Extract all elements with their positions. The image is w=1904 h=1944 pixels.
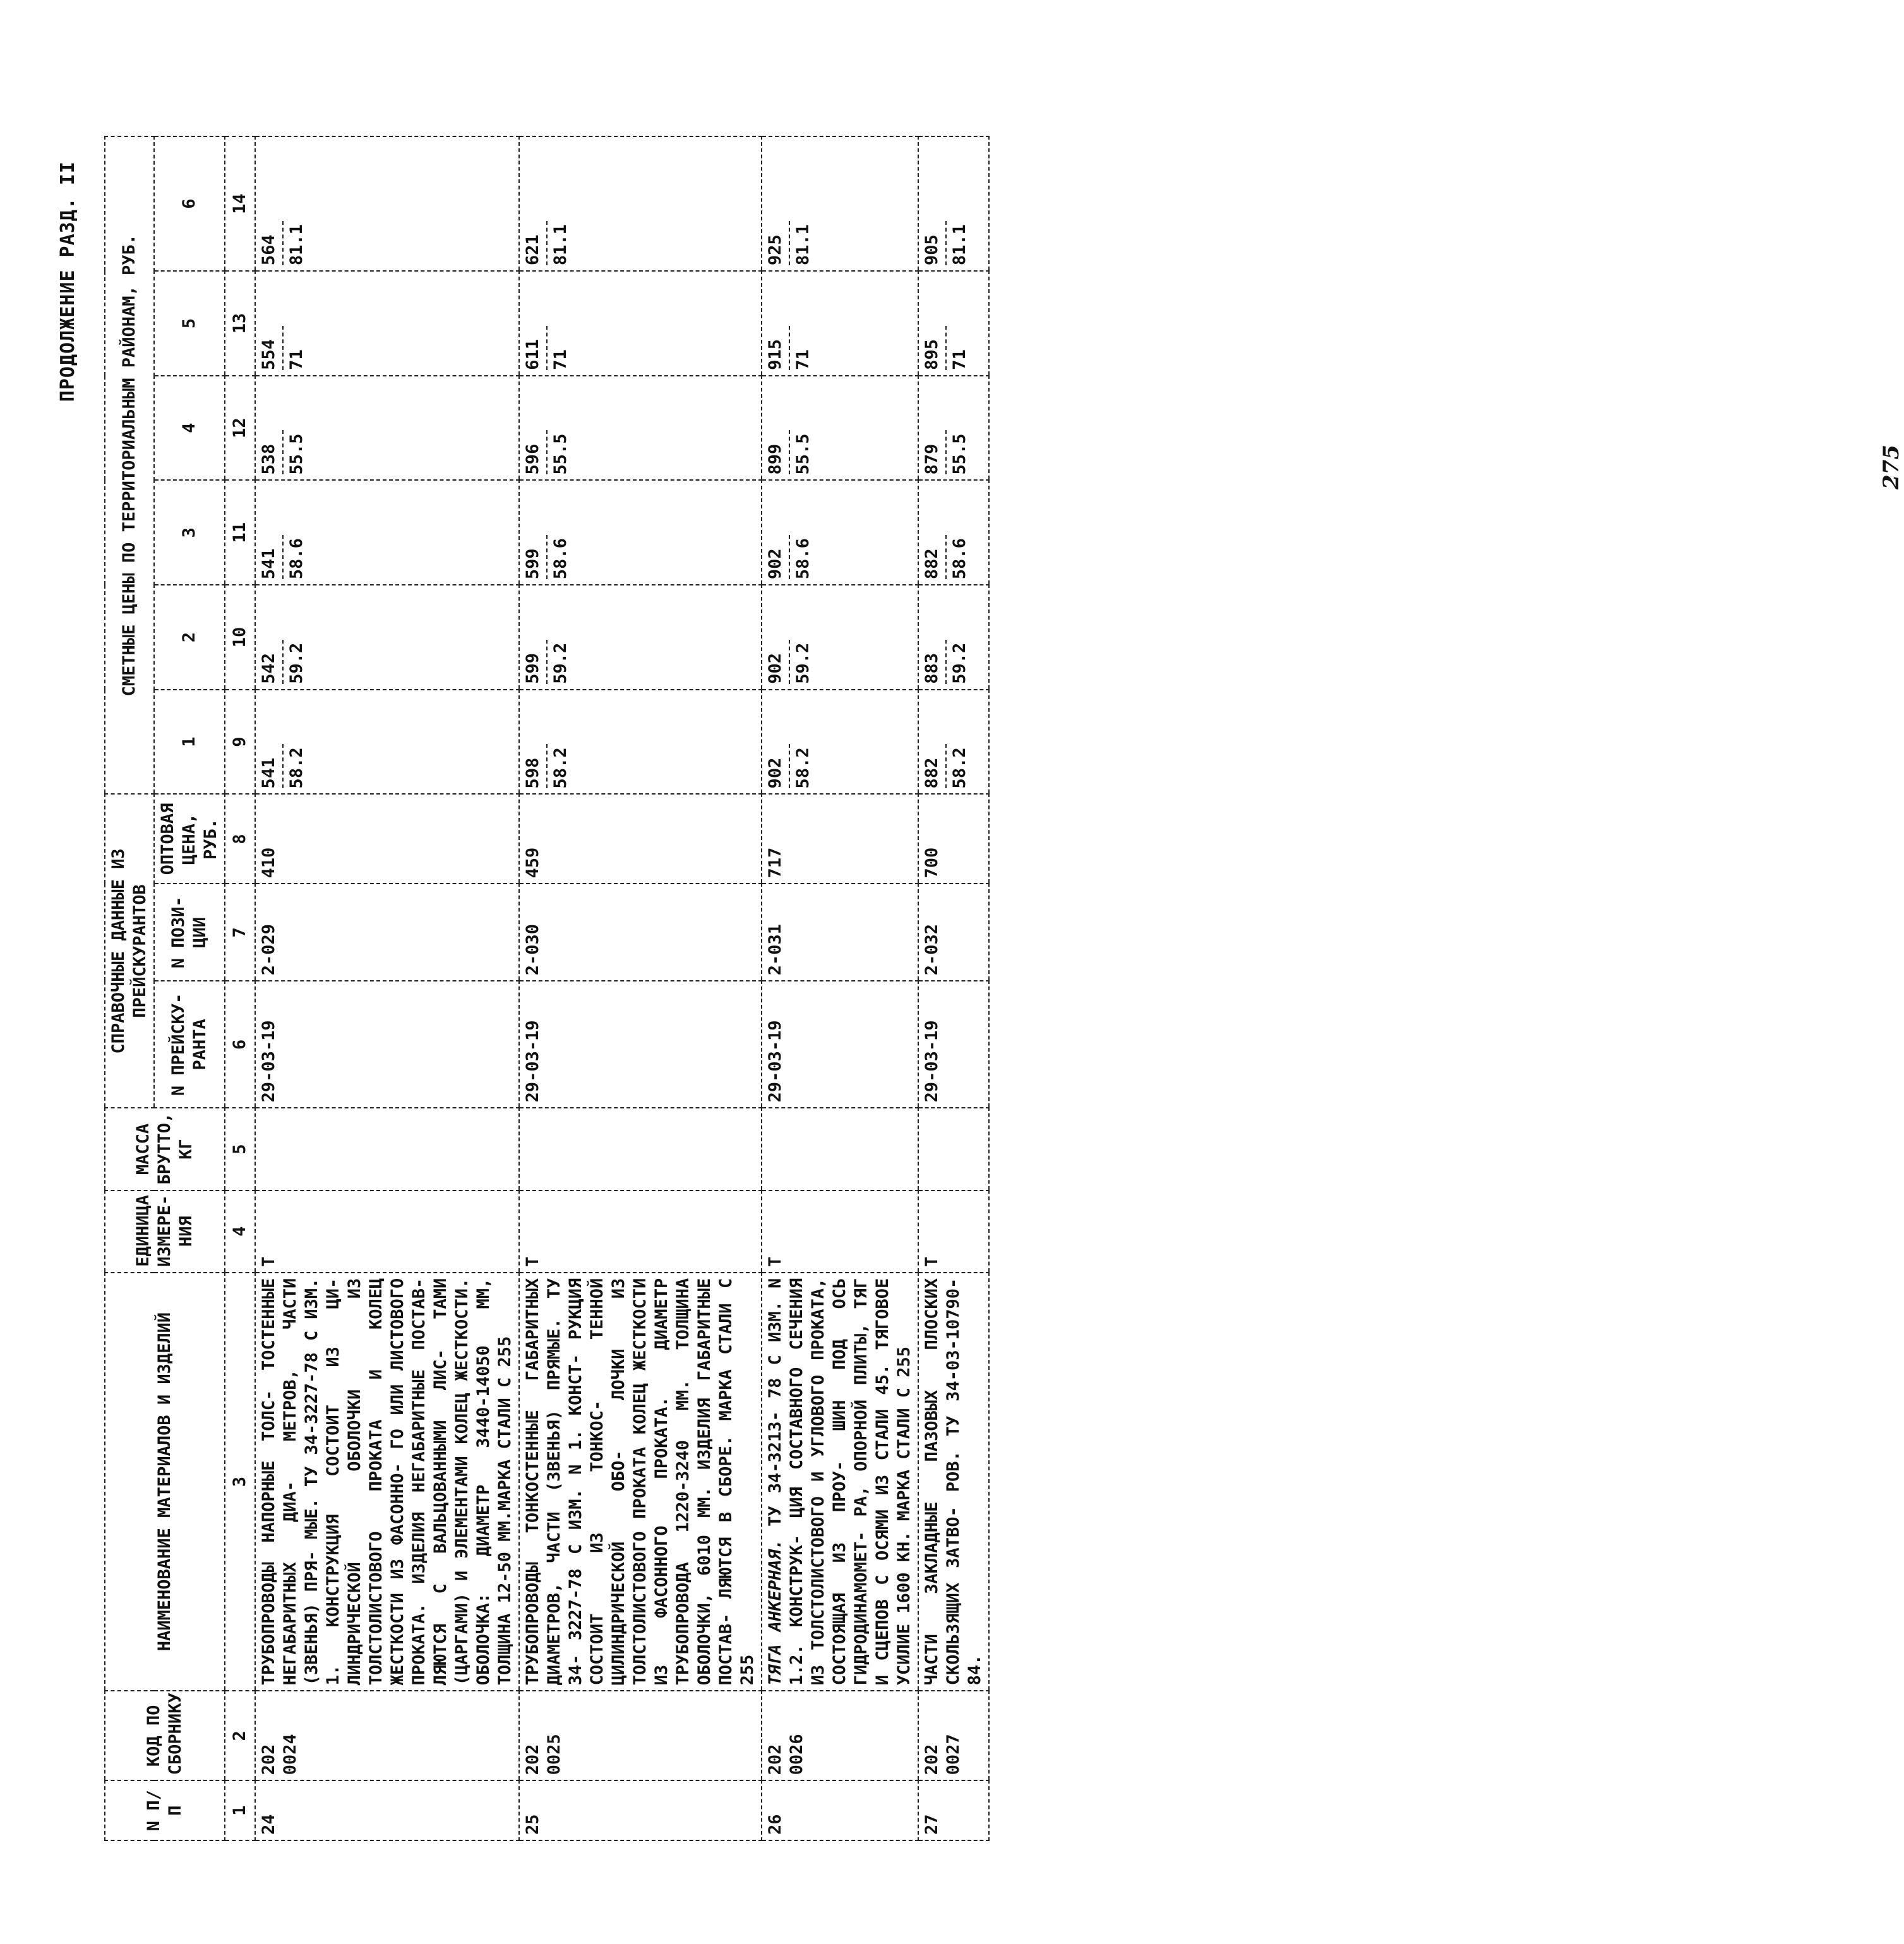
price-coefficient: 58.2 — [287, 747, 306, 789]
price-fraction — [522, 535, 572, 579]
price-fraction — [921, 744, 971, 788]
fraction-bar — [789, 221, 790, 265]
row-price-list: 29-03-19 — [255, 981, 519, 1108]
price-value: 882 — [922, 548, 942, 580]
row-number: 27 — [918, 1780, 989, 1840]
price-coefficient: 58.6 — [793, 538, 813, 580]
row-mass — [918, 1108, 989, 1190]
col-price-list-header: N ПРЕЙСКУ- РАНТА — [154, 981, 225, 1108]
row-region-price — [918, 136, 989, 271]
price-fraction — [921, 535, 971, 579]
fraction-bar — [945, 535, 947, 579]
row-code: 202 0027 — [918, 1691, 989, 1780]
row-region-price — [918, 376, 989, 481]
fraction-bar — [789, 430, 790, 474]
row-region-price — [255, 376, 519, 481]
col-n-header: N П/П — [105, 1780, 225, 1840]
fraction-bar — [789, 640, 790, 684]
price-fraction — [522, 744, 572, 788]
price-fraction — [765, 326, 814, 370]
region-header: 5 — [154, 271, 225, 376]
row-region-price — [762, 480, 918, 585]
price-coefficient: 59.2 — [793, 642, 813, 684]
price-coefficient: 58.2 — [551, 747, 570, 789]
col-number: 2 — [225, 1691, 255, 1780]
price-value: 538 — [259, 443, 278, 475]
fraction-bar — [945, 640, 947, 684]
price-fraction — [765, 640, 814, 684]
row-name-text: ТРУБОПРОВОДЫ НАПОРНЫЕ ТОЛС- ТОСТЕННЫЕ НЕГАБАРИТНЫХ ДИА- МЕТРОВ, ЧАСТИ (ЗВЕНЬЯ) ПРЯ- МЫЕ. ТУ 34-3227-78 С ИЗМ. 1. КОНСТРУКЦИЯ СОСТОИТ ИЗ ЦИ- ЛИНДРИЧЕСКОЙ ОБОЛОЧКИ ИЗ ТОЛСТОЛИСТОВОГО ПРОКАТА И КОЛЕЦ ЖЕСТКОСТИ ИЗ ФАСОННО- ГО ИЛИ ЛИСТОВОГО ПРОКАТА. ИЗДЕЛИЯ НЕГАБАРИТНЫЕ ПОСТАВ- ЛЯЮТСЯ С ВАЛЬЦОВАННЫМИ ЛИС- ТАМИ (ЦАРГАМИ) И ЭЛЕМЕНТАМИ КОЛЕЦ ЖЕСТКОСТИ. ОБОЛОЧКА: ДИАМЕТР 3440-14050 ММ, ТОЛЩИНА 12-50 ММ.МАРКА СТАЛИ С 255 — [259, 1278, 515, 1686]
price-coefficient: 59.2 — [950, 642, 969, 684]
fraction-bar — [282, 640, 284, 684]
row-region-price — [918, 690, 989, 795]
row-code: 202 0026 — [762, 1691, 918, 1780]
row-unit: Т — [918, 1191, 989, 1273]
col-number: 12 — [225, 376, 255, 481]
row-mass — [519, 1108, 762, 1190]
row-region-price — [519, 136, 762, 271]
price-fraction — [258, 640, 308, 684]
row-name — [519, 1273, 762, 1691]
price-value: 915 — [765, 339, 785, 370]
col-wholesale-header: ОПТОВАЯ ЦЕНА, РУБ. — [154, 794, 225, 884]
table-body — [255, 136, 989, 1840]
price-fraction — [258, 744, 308, 788]
price-fraction — [522, 326, 572, 370]
col-number: 10 — [225, 585, 255, 690]
price-coefficient: 81.1 — [287, 224, 306, 266]
fraction-bar — [282, 430, 284, 474]
region-header: 4 — [154, 376, 225, 481]
fraction-bar — [789, 535, 790, 579]
row-region-price — [255, 585, 519, 690]
price-coefficient: 71 — [950, 349, 969, 370]
price-coefficient: 81.1 — [551, 224, 570, 266]
fraction-bar — [945, 221, 947, 265]
price-fraction — [765, 221, 814, 265]
row-code: 202 0024 — [255, 1691, 519, 1780]
fraction-bar — [546, 221, 548, 265]
col-name-header: НАИМЕНОВАНИЕ МАТЕРИАЛОВ И ИЗДЕЛИЙ — [105, 1273, 225, 1691]
price-coefficient: 81.1 — [950, 224, 969, 266]
price-fraction — [921, 430, 971, 474]
fraction-bar — [546, 640, 548, 684]
price-coefficient: 59.2 — [287, 642, 306, 684]
price-coefficient: 58.6 — [551, 538, 570, 580]
fraction-bar — [945, 430, 947, 474]
row-region-price — [255, 136, 519, 271]
row-region-price — [762, 690, 918, 795]
row-position: 2-029 — [255, 884, 519, 981]
row-number: 26 — [762, 1780, 918, 1840]
col-position-header: N ПОЗИ- ЦИИ — [154, 884, 225, 981]
prices-group-header: СМЕТНЫЕ ЦЕНЫ ПО ТЕРРИТОРИАЛЬНЫМ РАЙОНАМ, РУБ. — [105, 136, 154, 794]
row-name-text: ТУ 34-3213- 78 С ИЗМ. N 1.2. КОНСТРУК- ЦИЯ СОСТАВНОГО СЕЧЕНИЯ ИЗ ТОЛСТОЛИСТОВОГО И УГЛОВОГО ПРОКАТА, СОСТОЯЩАЯ ИЗ ПРОУ- ШИН ПОД ОСЬ ГИДРОДИНАМОМЕТ- РА, ОПОРНОЙ ПЛИТЫ, ТЯГ И СЦЕПОВ С ОСЯМИ ИЗ СТАЛИ 45. ТЯГОВОЕ УСИЛИЕ 1600 КН. МАРКА СТАЛИ С 255 — [765, 1278, 914, 1686]
price-coefficient: 55.5 — [551, 433, 570, 475]
price-value: 902 — [765, 757, 785, 789]
price-value: 621 — [523, 234, 542, 266]
column-number-row — [225, 136, 255, 1840]
row-region-price — [519, 480, 762, 585]
price-fraction — [522, 640, 572, 684]
price-coefficient: 58.2 — [950, 747, 969, 789]
col-number: 9 — [225, 690, 255, 795]
row-number: 24 — [255, 1780, 519, 1840]
row-name-text: ЧАСТИ ЗАКЛАДНЫЕ ПАЗОВЫХ ПЛОСКИХ СКОЛЬЗЯЩИХ ЗАТВО- РОВ. ТУ 34-03-10790-84. — [922, 1278, 985, 1686]
price-coefficient: 55.5 — [793, 433, 813, 475]
price-value: 599 — [523, 548, 542, 580]
row-region-price — [255, 690, 519, 795]
price-fraction — [258, 221, 308, 265]
row-wholesale: 700 — [918, 794, 989, 884]
price-value: 899 — [765, 443, 785, 475]
col-number: 4 — [225, 1191, 255, 1273]
fraction-bar — [282, 744, 284, 788]
ref-group-header: СПРАВОЧНЫЕ ДАННЫЕ ИЗ ПРЕЙСКУРАНТОВ — [105, 794, 154, 1108]
price-value: 879 — [922, 443, 942, 475]
row-region-price — [918, 480, 989, 585]
fraction-bar — [282, 221, 284, 265]
row-wholesale: 410 — [255, 794, 519, 884]
price-value: 925 — [765, 234, 785, 266]
price-coefficient: 71 — [287, 349, 306, 370]
row-unit: Т — [255, 1191, 519, 1273]
col-unit-header: ЕДИНИЦА ИЗМЕРЕ- НИЯ — [105, 1191, 225, 1273]
row-region-price — [519, 271, 762, 376]
row-region-price — [762, 585, 918, 690]
fraction-bar — [789, 744, 790, 788]
row-position: 2-032 — [918, 884, 989, 981]
price-fraction — [258, 535, 308, 579]
row-mass — [255, 1108, 519, 1190]
price-value: 541 — [259, 548, 278, 580]
price-fraction — [921, 326, 971, 370]
row-price-list: 29-03-19 — [762, 981, 918, 1108]
price-value: 554 — [259, 339, 278, 370]
col-number: 11 — [225, 480, 255, 585]
row-wholesale: 459 — [519, 794, 762, 884]
row-region-price — [255, 480, 519, 585]
row-region-price — [519, 690, 762, 795]
price-value: 882 — [922, 757, 942, 789]
region-header: 3 — [154, 480, 225, 585]
price-value: 541 — [259, 757, 278, 789]
fraction-bar — [546, 430, 548, 474]
table-row — [255, 136, 519, 1840]
row-region-price — [762, 136, 918, 271]
row-mass — [762, 1108, 918, 1190]
row-region-price — [519, 376, 762, 481]
row-position: 2-030 — [519, 884, 762, 981]
col-mass-header: МАССА БРУТТО, КГ — [105, 1108, 225, 1190]
section-title: ПРОДОЛЖЕНИЕ РАЗД. II — [57, 161, 79, 402]
row-name-lead: ТЯГА АНКЕРНАЯ. — [765, 1539, 785, 1686]
fraction-bar — [546, 326, 548, 370]
row-code: 202 0025 — [519, 1691, 762, 1780]
row-region-price — [918, 271, 989, 376]
col-number: 3 — [225, 1273, 255, 1691]
price-coefficient: 71 — [551, 349, 570, 370]
row-price-list: 29-03-19 — [519, 981, 762, 1108]
fraction-bar — [945, 326, 947, 370]
row-region-price — [519, 585, 762, 690]
price-value: 596 — [523, 443, 542, 475]
price-value: 883 — [922, 653, 942, 684]
col-number: 7 — [225, 884, 255, 981]
price-fraction — [522, 221, 572, 265]
row-number: 25 — [519, 1780, 762, 1840]
row-region-price — [918, 585, 989, 690]
price-value: 895 — [922, 339, 942, 370]
col-number: 8 — [225, 794, 255, 884]
header-row-1 — [105, 136, 154, 1840]
price-coefficient: 55.5 — [950, 433, 969, 475]
row-price-list: 29-03-19 — [918, 981, 989, 1108]
row-region-price — [762, 376, 918, 481]
col-code-header: КОД ПО СБОРНИКУ — [105, 1691, 225, 1780]
price-value: 902 — [765, 548, 785, 580]
fraction-bar — [546, 535, 548, 579]
price-fraction — [765, 744, 814, 788]
page-number: 275 — [1879, 445, 1904, 489]
col-number: 14 — [225, 136, 255, 271]
fraction-bar — [546, 744, 548, 788]
row-name — [255, 1273, 519, 1691]
col-number: 13 — [225, 271, 255, 376]
row-wholesale: 717 — [762, 794, 918, 884]
row-name — [762, 1273, 918, 1691]
row-unit: Т — [762, 1191, 918, 1273]
table-row — [918, 136, 989, 1840]
price-value: 598 — [523, 757, 542, 789]
price-fraction — [765, 430, 814, 474]
fraction-bar — [945, 744, 947, 788]
price-value: 902 — [765, 653, 785, 684]
price-coefficient: 71 — [793, 349, 813, 370]
row-name — [918, 1273, 989, 1691]
row-unit: Т — [519, 1191, 762, 1273]
row-region-price — [762, 271, 918, 376]
price-fraction — [921, 640, 971, 684]
price-coefficient: 58.6 — [950, 538, 969, 580]
rotated-page — [57, 136, 1904, 1841]
price-value: 542 — [259, 653, 278, 684]
price-value: 905 — [922, 234, 942, 266]
table-row — [519, 136, 762, 1840]
col-number: 5 — [225, 1108, 255, 1190]
fraction-bar — [789, 326, 790, 370]
col-number: 1 — [225, 1780, 255, 1840]
price-coefficient: 58.6 — [287, 538, 306, 580]
region-header: 2 — [154, 585, 225, 690]
price-fraction — [258, 326, 308, 370]
col-number: 6 — [225, 981, 255, 1108]
region-header: 6 — [154, 136, 225, 271]
row-position: 2-031 — [762, 884, 918, 981]
price-value: 611 — [523, 339, 542, 370]
price-coefficient: 58.2 — [793, 747, 813, 789]
price-value: 599 — [523, 653, 542, 684]
price-fraction — [522, 430, 572, 474]
price-fraction — [258, 430, 308, 474]
fraction-bar — [282, 535, 284, 579]
row-region-price — [255, 271, 519, 376]
row-name-text: ТРУБОПРОВОДЫ ТОНКОСТЕННЫЕ ГАБАРИТНЫХ ДИАМЕТРОВ, ЧАСТИ (ЗВЕНЬЯ) ПРЯМЫЕ. ТУ 34- 3227-78 С ИЗМ. N 1. КОНСТ- РУКЦИЯ СОСТОИТ ИЗ ТОНКОС- ТЕННОЙ ЦИЛИНДРИЧЕСКОЙ ОБО- ЛОЧКИ ИЗ ТОЛСТОЛИСТОВОГО ПРОКАТА КОЛЕЦ ЖЕСТКОСТИ ИЗ ФАСОННОГО ПРОКАТА. ДИАМЕТР ТРУБОПРОВОДА 1220-3240 ММ. ТОЛЩИНА ОБОЛОЧКИ, 6010 ММ. ИЗДЕЛИЯ ГАБАРИТНЫЕ ПОСТАВ- ЛЯЮТСЯ В СБОРЕ. МАРКА СТАЛИ С 255 — [523, 1278, 757, 1686]
price-coefficient: 81.1 — [793, 224, 813, 266]
table-row — [762, 136, 918, 1840]
price-coefficient: 55.5 — [287, 433, 306, 475]
price-value: 564 — [259, 234, 278, 266]
price-fraction — [921, 221, 971, 265]
region-header: 1 — [154, 690, 225, 795]
price-coefficient: 59.2 — [551, 642, 570, 684]
price-table — [104, 136, 990, 1841]
fraction-bar — [282, 326, 284, 370]
price-fraction — [765, 535, 814, 579]
